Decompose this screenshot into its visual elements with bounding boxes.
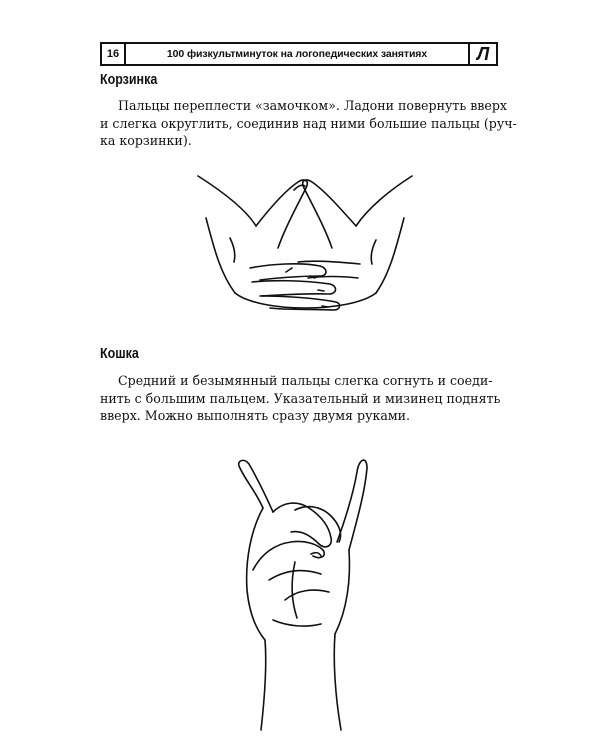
section-letter: Л — [468, 44, 496, 64]
text-line: Пальцы переплести «замочком». Ладони повернуть вверх — [118, 98, 507, 113]
page-number: 16 — [102, 44, 126, 64]
text-line: и слегка округлить, соединив над ними большие пальцы (руч- — [100, 115, 517, 131]
section-title-basket: Корзинка — [100, 72, 158, 88]
running-header — [100, 42, 498, 66]
basket-hands-icon — [190, 168, 420, 323]
cat-hand-icon — [225, 450, 375, 735]
text-line: вверх. Можно выполнять сразу двумя руками. — [100, 408, 411, 423]
text-line: ка корзинки). — [100, 133, 192, 148]
section-title-cat: Кошка — [100, 346, 139, 362]
running-title: 100 физкультминуток на логопедических занятиях — [166, 48, 428, 60]
section-text-cat — [100, 372, 500, 425]
text-line: нить с большим пальцем. Указательный и мизинец поднять — [100, 390, 501, 406]
section-text-basket — [100, 97, 517, 150]
text-line: Средний и безымянный пальцы слегка согнуть и соеди- — [118, 373, 493, 388]
